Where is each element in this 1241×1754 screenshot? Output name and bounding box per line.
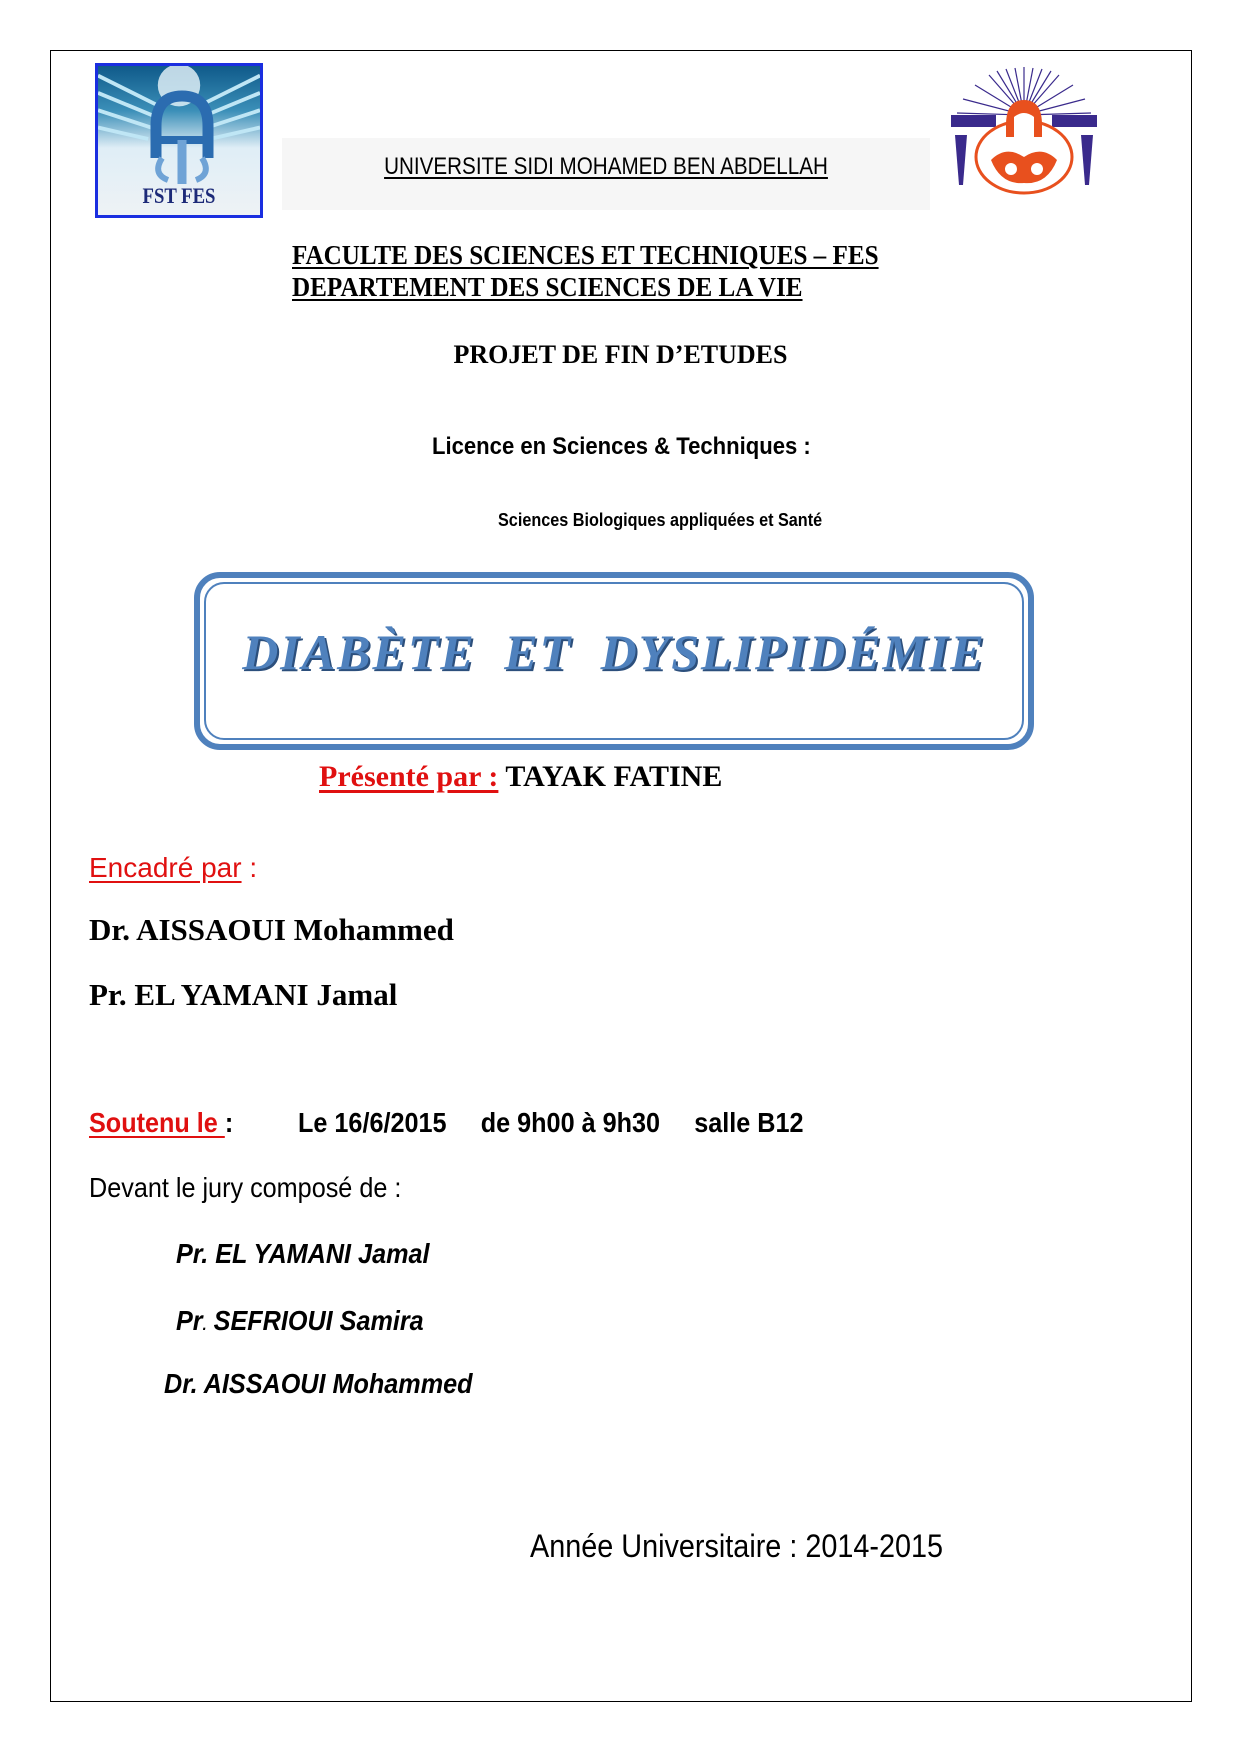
faculty-heading: FACULTE DES SCIENCES ET TECHNIQUES – FES [292, 240, 879, 270]
jury-member-name: AISSAOUI Mohammed [197, 1368, 473, 1399]
jury-member-title: Pr. [176, 1238, 209, 1269]
presented-by-line [319, 760, 722, 794]
fst-fes-label: FST FES [142, 183, 216, 208]
jury-member-name: EL YAMANI Jamal [208, 1238, 430, 1269]
department-heading: DEPARTEMENT DES SCIENCES DE LA VIE [292, 272, 803, 302]
jury-intro: Devant le jury composé de : [89, 1172, 402, 1203]
defense-colon: : [224, 1107, 234, 1138]
jury-member-title: Dr. [164, 1368, 198, 1399]
defense-label: Soutenu le [89, 1107, 225, 1138]
jury-member-dot: . [202, 1317, 207, 1334]
supervisor-1: Dr. AISSAOUI Mohammed [89, 912, 454, 947]
university-banner [282, 138, 930, 210]
supervised-by-colon: : [241, 852, 258, 883]
jury-member [164, 1368, 473, 1400]
jury-member-title: Pr [176, 1305, 203, 1336]
defense-line [89, 1107, 804, 1139]
presented-by-label: Présenté par : [319, 760, 499, 793]
jury-member-name: SEFRIOUI Samira [206, 1305, 424, 1336]
usmba-logo-icon [951, 65, 1097, 200]
supervisor-2: Pr. EL YAMANI Jamal [89, 977, 398, 1012]
title-frame [194, 572, 1034, 750]
project-type-heading: PROJET DE FIN D’ETUDES [453, 340, 788, 369]
arch-symbol-icon [142, 88, 222, 188]
degree-label: Licence en Sciences & Techniques : [432, 433, 811, 460]
student-name: TAYAK FATINE [498, 760, 723, 793]
supervised-by-line [89, 852, 257, 884]
jury-member [176, 1238, 430, 1270]
university-name: UNIVERSITE SIDI MOHAMED BEN ABDELLAH [384, 153, 828, 180]
supervised-by-label: Encadré par [89, 852, 242, 883]
jury-member [176, 1305, 424, 1337]
fst-fes-logo-icon [95, 63, 263, 218]
thesis-title: DIABÈTE ET DYSLIPIDÉMIE [242, 624, 986, 680]
specialty-label: Sciences Biologiques appliquées et Santé [498, 510, 823, 530]
academic-year: Année Universitaire : 2014-2015 [530, 1528, 944, 1564]
defense-room: salle B12 [694, 1107, 804, 1138]
defense-time: de 9h00 à 9h30 [480, 1107, 661, 1138]
defense-date: Le 16/6/2015 [298, 1107, 447, 1138]
